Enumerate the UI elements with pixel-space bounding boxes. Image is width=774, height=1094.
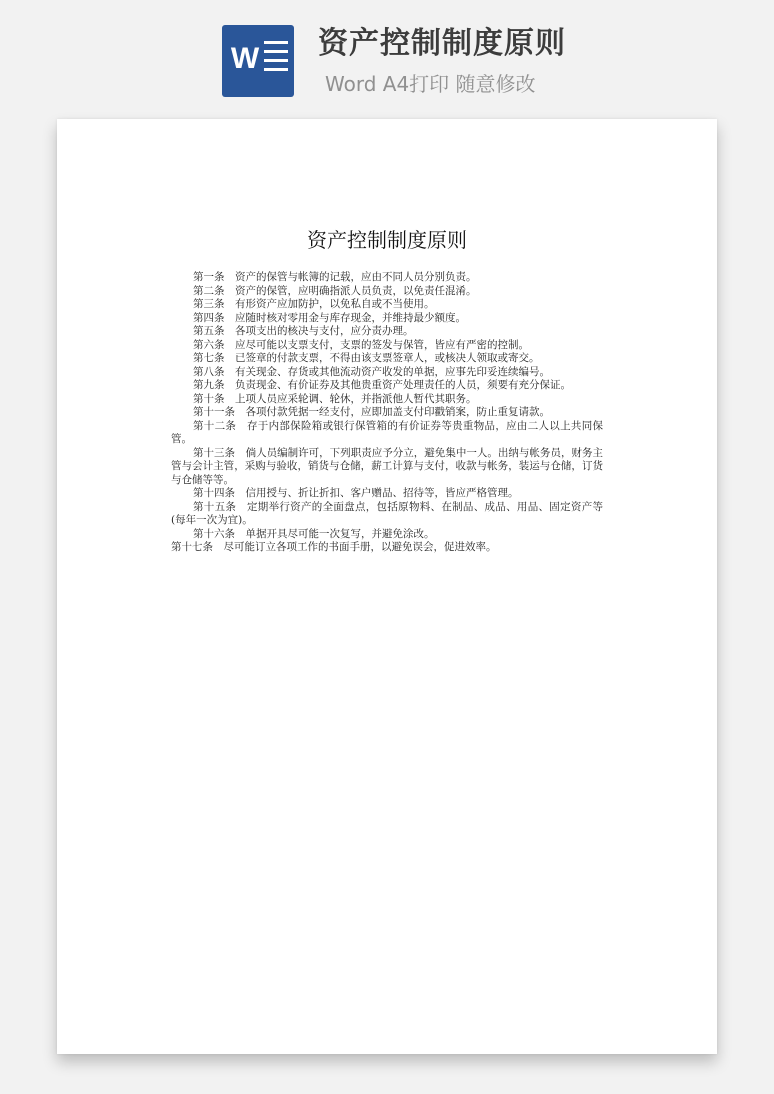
article-paragraph: 第十二条 存于内部保险箱或银行保管箱的有价证券等贵重物品，应由二人以上共同保管。 [171,419,603,445]
article-paragraph: 第七条 已签章的付款支票，不得由该支票签章人，或核决人领取或寄交。 [193,352,540,364]
document-title: 资产控制制度原则 [307,228,467,252]
article-paragraph: 第五条 各项支出的核决与支付，应分责办理。 [193,325,414,337]
banner-title: 资产控制制度原则 [318,26,566,61]
article-paragraph: 第十六条 单据开具尽可能一次复写，并避免涂改。 [193,527,435,540]
article-paragraph: 第十四条 信用授与、折让折扣、客户赠品、招待等，皆应严格管理。 [193,487,519,499]
article-paragraph: 第八条 有关现金、存货或其他流动资产收发的单据，应事先印妥连续编号。 [193,365,550,378]
article-paragraph: 第二条 资产的保管，应明确指派人员负责，以免责任混淆。 [193,284,477,297]
word-document-icon [222,25,294,97]
article-paragraph: 第十五条 定期举行资产的全面盘点，包括原物料、在制品、成品、用品、固定资产等(每年一次为宜)。 [171,500,603,526]
article-paragraph: 第十条 上项人员应采轮调、轮休，并指派他人暂代其职务。 [193,392,477,405]
article-paragraph: 第十七条 尽可能订立各项工作的书面手册，以避免误会，促进效率。 [171,541,497,553]
article-paragraph: 第十三条 倘人员编制许可，下列职责应予分立，避免集中一人。出纳与帐务员，财务主管与会计主管，采购与验收，销货与仓储，薪工计算与支付，收款与帐务，装运与仓储，订货与仓储等等。 [171,446,603,486]
article-paragraph: 第六条 应尽可能以支票支付，支票的签发与保管，皆应有严密的控制。 [193,338,529,351]
article-paragraph: 第四条 应随时核对零用金与库存现金，并维持最少额度。 [193,311,466,324]
article-paragraph: 第九条 负责现金、有价证券及其他贵重资产处理责任的人员，须要有充分保证。 [193,379,571,391]
document-body [171,271,603,555]
article-paragraph: 第一条 资产的保管与帐簿的记载，应由不同人员分别负责。 [193,271,477,283]
word-logo-letter: W [230,42,260,75]
article-paragraph: 第三条 有形资产应加防护，以免私自或不当使用。 [193,298,435,310]
document-page [57,119,717,1054]
article-paragraph: 第十一条 各项付款凭据一经支付，应即加盖支付印戳销案，防止重复请款。 [193,406,550,418]
banner-header [0,0,774,118]
document-lines-icon [264,41,288,81]
banner-subtitle: Word A4打印 随意修改 [325,72,536,96]
